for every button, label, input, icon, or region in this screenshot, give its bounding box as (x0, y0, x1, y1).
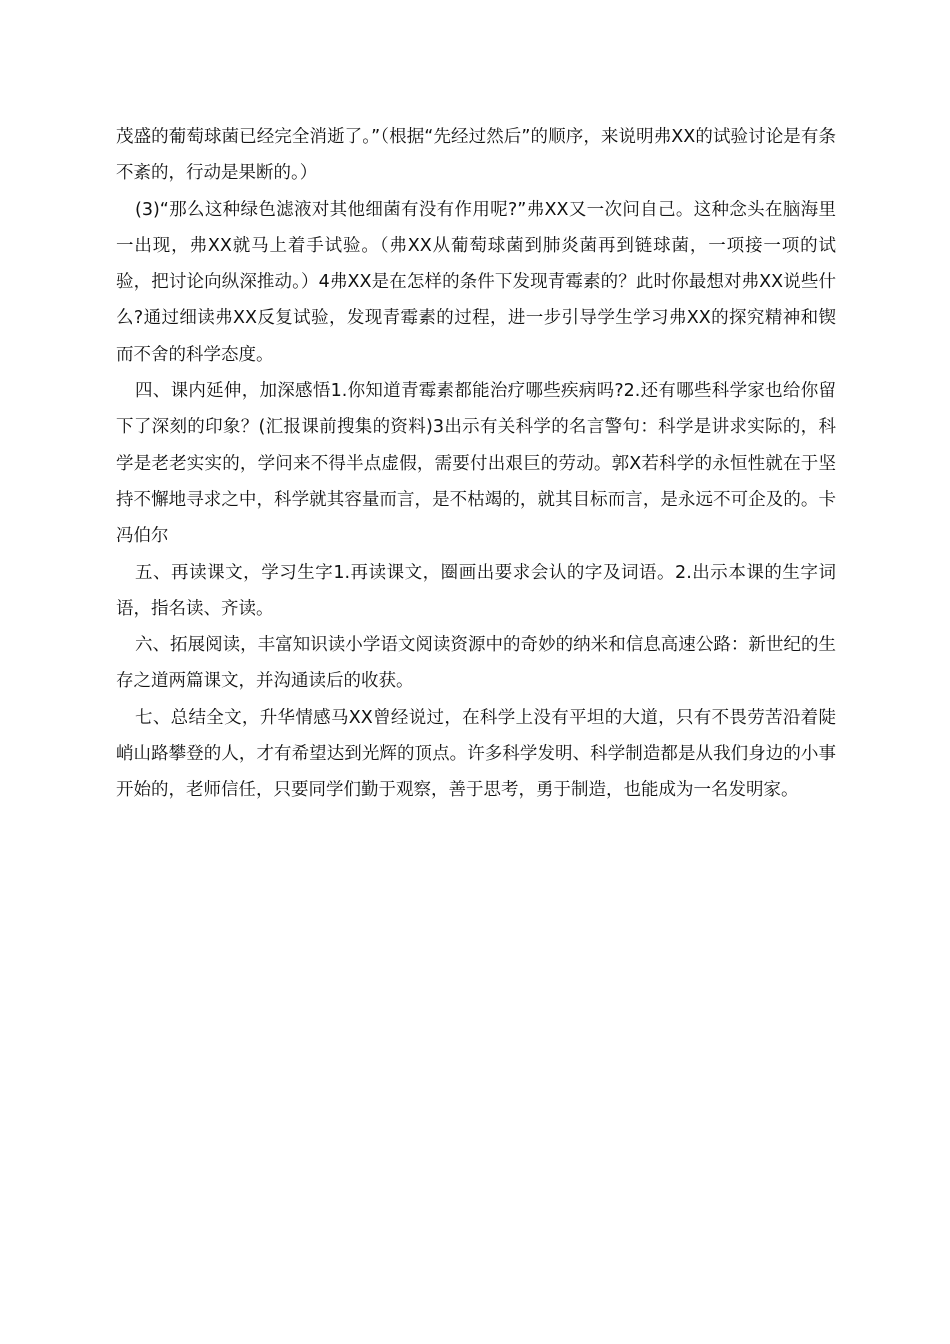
paragraph-section-6: 六、拓展阅读，丰富知识读小学语文阅读资源中的奇妙的纳米和信息高速公路：新世纪的生存之道两篇课文，并沟通读后的收获。 (116, 635, 836, 692)
paragraph-section-5: 五、再读课文，学习生字1.再读课文，圈画出要求会认的字及词语。2.出示本课的生字词语，指名读、齐读。 (116, 562, 836, 619)
paragraph-section-7: 七、总结全文，升华情感马XX曾经说过，在科学上没有平坦的大道，只有不畏劳苦沿着陡峭山路攀登的人，才有希望达到光辉的顶点。许多科学发明、科学制造都是从我们身边的小事开始的，老师信任，只要同学们勤于观察，善于思考，勇于制造，也能成为一名发明家。 (116, 707, 836, 801)
document-body (116, 119, 836, 809)
paragraph-step-3: (3)“那么这种绿色滤液对其他细菌有没有作用呢?”弗XX又一次问自己。这种念头在脑海里一出现，弗XX就马上着手试验。（弗XX从葡萄球菌到肺炎菌再到链球菌，一项接一项的试验，把讨论向纵深推动。）4弗XX是在怎样的条件下发现青霉素的？此时你最想对弗XX说些什么?通过细读弗XX反复试验，发现青霉素的过程，进一步引导学生学习弗XX的探究精神和锲而不舍的科学态度。 (116, 199, 836, 365)
paragraph-section-4: 四、课内延伸，加深感悟1.你知道青霉素都能治疗哪些疾病吗?2.还有哪些科学家也给你留下了深刻的印象？(汇报课前搜集的资料)3出示有关科学的名言警句：科学是讲求实际的，科学是老老实实的，学问来不得半点虚假，需要付出艰巨的劳动。郭X若科学的永恒性就在于坚持不懈地寻求之中，科学就其容量而言，是不枯竭的，就其目标而言，是永远不可企及的。卡冯伯尔 (116, 381, 836, 547)
paragraph-continuation: 茂盛的葡萄球菌已经完全消逝了。”（根据“先经过然后”的顺序，来说明弗XX的试验讨论是有条不紊的，行动是果断的。） (116, 127, 836, 184)
